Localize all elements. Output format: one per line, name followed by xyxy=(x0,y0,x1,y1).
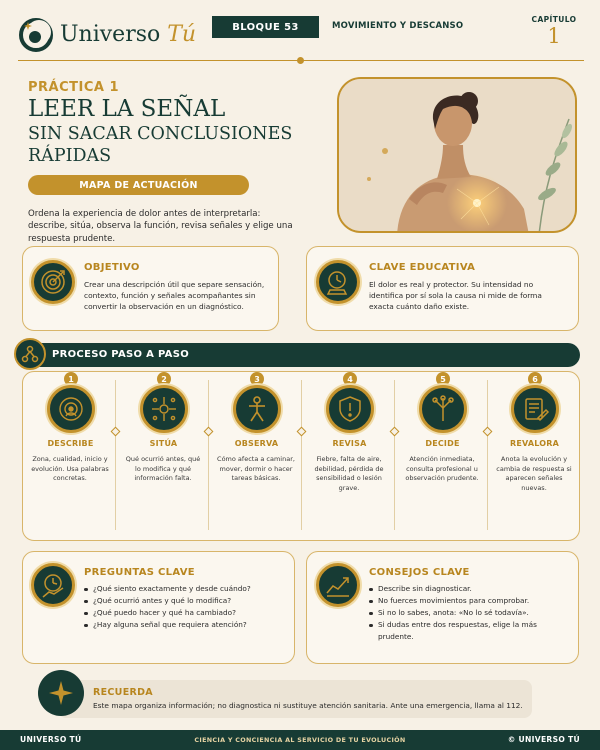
step-text: Atención inmediata, consulta profesional u observación prudente. xyxy=(405,455,479,483)
footer-copyright: © UNIVERSO TÚ xyxy=(507,735,580,744)
chapter-label: CAPÍTULO xyxy=(531,15,577,24)
reminder-text: Este mapa organiza información; no diagnostica ni sustituye atención sanitaria. Ante una emergencia, llama al 112. xyxy=(93,701,523,710)
step-title: DECIDE xyxy=(425,439,460,448)
step-title: REVISA xyxy=(332,439,367,448)
timer-head-icon xyxy=(316,260,360,304)
target-icon xyxy=(47,385,95,433)
step-number: 5 xyxy=(436,372,450,386)
key-tips-list xyxy=(369,583,569,643)
key-questions-title: PREGUNTAS CLAVE xyxy=(84,567,195,578)
education-key-text: El dolor es real y protector. Su intensidad no identifica por sí sola la causa ni mide de forma exacta cuánto daño existe. xyxy=(369,280,542,312)
step-title: OBSERVA xyxy=(234,439,279,448)
brand-logo-icon xyxy=(18,16,54,52)
step-title: REVALORA xyxy=(509,439,560,448)
intro-text: Ordena la experiencia de dolor antes de interpretarla: describe, sitúa, observa la función, revisa señales y elige una respuesta prudente. xyxy=(28,209,293,244)
list-item: ¿Hay alguna señal que requiera atención? xyxy=(84,619,289,631)
reminder-title: RECUERDA xyxy=(93,687,153,698)
process-title: PROCESO PASO A PASO xyxy=(52,349,189,360)
step-text: Fiebre, falta de aire, debilidad, pérdida de sensibilidad o lesión grave. xyxy=(314,455,384,492)
education-key-title: CLAVE EDUCATIVA xyxy=(369,262,476,273)
reminder-box xyxy=(58,680,532,718)
list-item: ¿Qué puedo hacer y qué ha cambiado? xyxy=(84,607,289,619)
target-icon xyxy=(31,260,75,304)
trend-icon xyxy=(316,563,360,607)
step-number: 2 xyxy=(157,372,171,386)
list-item: ¿Qué ocurrió antes y qué lo modifica? xyxy=(84,595,289,607)
branch-icon xyxy=(419,385,467,433)
step-number: 4 xyxy=(343,372,357,386)
page-title: LEER LA SEÑAL xyxy=(28,96,226,122)
step-text: Cómo afecta a caminar, mover, dormir o hacer tareas básicas. xyxy=(217,455,295,483)
person-icon xyxy=(233,385,281,433)
chapter-number: 1 xyxy=(547,24,561,48)
brand-name: Universo Tú xyxy=(60,22,197,47)
step-separator xyxy=(394,380,395,530)
step-separator xyxy=(487,380,488,530)
step-number: 6 xyxy=(528,372,542,386)
hero-illustration xyxy=(337,77,577,233)
step-number: 3 xyxy=(250,372,264,386)
footer-brand: UNIVERSO TÚ xyxy=(20,735,82,744)
step-text: Anota la evolución y cambia de respuesta si aparecen señales nuevas. xyxy=(496,455,572,492)
step-number: 1 xyxy=(64,372,78,386)
step-separator xyxy=(115,380,116,530)
objective-title: OBJETIVO xyxy=(84,262,140,273)
shield-alert-icon xyxy=(326,385,374,433)
step-title: DESCRIBE xyxy=(47,439,94,448)
step-text: Zona, cualidad, inicio y evolución. Usa palabras concretas. xyxy=(31,455,109,483)
step-separator xyxy=(208,380,209,530)
star-icon xyxy=(38,670,84,716)
bloque-subtitle: MOVIMIENTO Y DESCANSO xyxy=(332,21,464,31)
list-item: Si no lo sabes, anota: «No lo sé todavía». xyxy=(369,607,569,619)
list-item: No fuerces movimientos para comprobar. xyxy=(369,595,569,607)
step-title: SITÚA xyxy=(149,439,178,448)
list-item: ¿Qué siento exactamente y desde cuándo? xyxy=(84,583,289,595)
list-item: Describe sin diagnosticar. xyxy=(369,583,569,595)
notes-icon xyxy=(511,385,559,433)
objective-text: Crear una descripción útil que separe sensación, contexto, función y señales acompañantes sin convertir la observación en un diagnóstico. xyxy=(84,280,265,312)
page-subtitle: SIN SACAR CONCLUSIONES RÁPIDAS xyxy=(28,124,293,166)
practice-label: PRÁCTICA 1 xyxy=(28,80,120,95)
footer-tagline: CIENCIA Y CONCIENCIA AL SERVICIO DE TU EVOLUCIÓN xyxy=(194,736,406,744)
list-item: Si dudas entre dos respuestas, elige la más prudente. xyxy=(369,619,569,643)
bloque-badge: BLOQUE 53 xyxy=(212,16,319,38)
step-separator xyxy=(301,380,302,530)
step-text: Qué ocurrió antes, qué lo modifica y qué información falta. xyxy=(125,455,201,483)
header-divider-dot xyxy=(297,57,304,64)
key-questions-list xyxy=(84,583,289,631)
key-tips-title: CONSEJOS CLAVE xyxy=(369,567,470,578)
clock-chart-icon xyxy=(31,563,75,607)
process-flow-icon xyxy=(14,338,46,370)
map-pin-icon xyxy=(140,385,188,433)
action-map-pill: MAPA DE ACTUACIÓN xyxy=(28,175,249,195)
